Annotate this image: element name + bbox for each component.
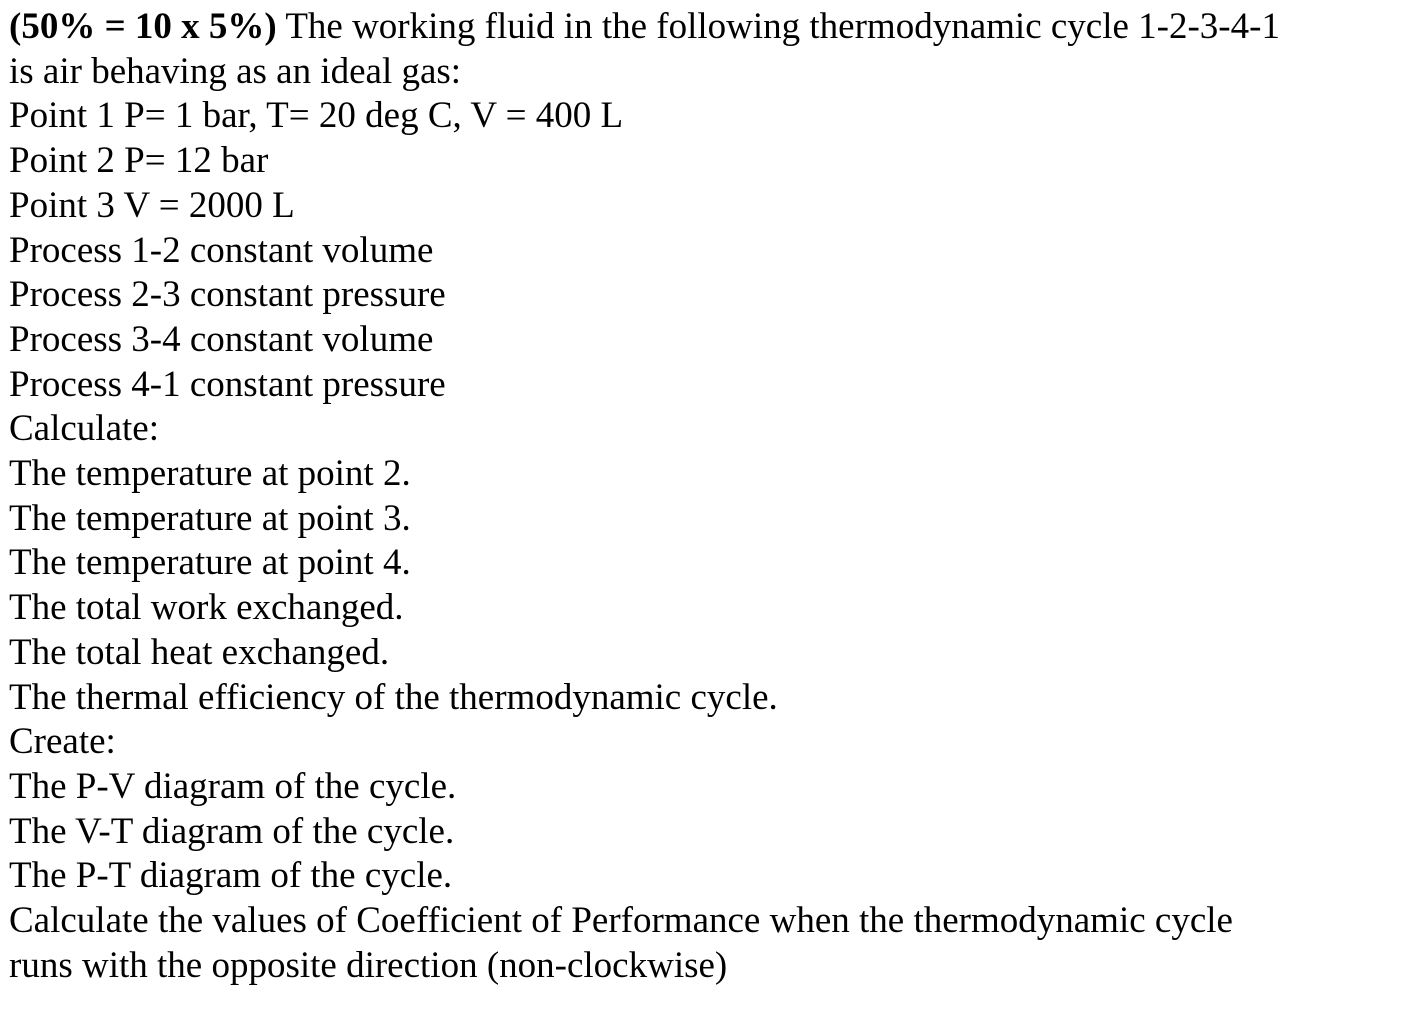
create-item: The P-V diagram of the cycle. bbox=[9, 765, 457, 807]
create-heading: Create: bbox=[9, 721, 116, 763]
problem-document bbox=[9, 5, 1399, 988]
intro-text: The working fluid in the following thermodynamic cycle 1-2-3-4-1 bbox=[276, 6, 1280, 47]
final-question-line-1: Calculate the values of Coefficient of Performance when the thermodynamic cycle bbox=[9, 900, 1233, 942]
question-weight: (50% = 10 x 5%) bbox=[9, 6, 277, 47]
point-1: Point 1 P= 1 bar, T= 20 deg C, V = 400 L bbox=[9, 95, 624, 137]
process-1-2: Process 1-2 constant volume bbox=[9, 229, 434, 271]
point-3: Point 3 V = 2000 L bbox=[9, 184, 295, 226]
calculate-item: The total heat exchanged. bbox=[9, 631, 390, 673]
calculate-item: The temperature at point 2. bbox=[9, 453, 411, 495]
intro-line-2: is air behaving as an ideal gas: bbox=[9, 50, 462, 92]
intro-line-1 bbox=[9, 5, 1399, 50]
calculate-item: The temperature at point 3. bbox=[9, 497, 411, 539]
create-item: The P-T diagram of the cycle. bbox=[9, 855, 453, 897]
calculate-item: The total work exchanged. bbox=[9, 587, 404, 629]
create-item: The V-T diagram of the cycle. bbox=[9, 810, 455, 852]
process-4-1: Process 4-1 constant pressure bbox=[9, 363, 446, 405]
final-question-line-2: runs with the opposite direction (non-clockwise) bbox=[9, 944, 728, 986]
point-2: Point 2 P= 12 bar bbox=[9, 140, 269, 182]
process-2-3: Process 2-3 constant pressure bbox=[9, 274, 446, 316]
calculate-heading: Calculate: bbox=[9, 408, 159, 450]
process-3-4: Process 3-4 constant volume bbox=[9, 318, 434, 360]
calculate-item: The temperature at point 4. bbox=[9, 542, 411, 584]
calculate-item: The thermal efficiency of the thermodynamic cycle. bbox=[9, 676, 778, 718]
